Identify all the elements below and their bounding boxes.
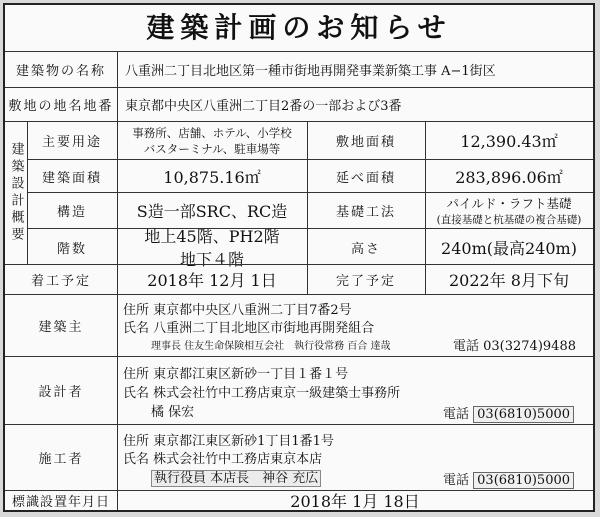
designer-row — [5, 356, 593, 424]
building-name-row — [5, 51, 593, 87]
designer-phone-label: 電話 — [443, 407, 470, 422]
finish-label: 完了予定 — [335, 274, 396, 289]
building-area-value: 10,875.16㎡ — [163, 167, 261, 187]
height-value: 240m(最高240m) — [441, 238, 577, 258]
building-name-value: 八重洲二丁目北地区第一種市街地再開発事業新築工事 A−1街区 — [125, 64, 496, 79]
schedule-row — [5, 264, 593, 294]
owner-representative: 理事長 住友生命保険相互会社 執行役常務 百合 達哉 — [151, 341, 391, 352]
use-value: 事務所、店舗、ホテル、小学校 バスターミナル、駐車場等 — [132, 125, 292, 156]
start-label: 着工予定 — [30, 274, 91, 289]
designer-phone — [443, 403, 574, 422]
sign-date-row — [5, 490, 593, 510]
sign-date-value: 2018年 1月 18日 — [290, 492, 420, 511]
owner-phone: 電話 03(3274)9488 — [453, 339, 576, 354]
contractor-phone-label: 電話 — [443, 473, 470, 488]
owner-row — [5, 294, 593, 356]
foundation-value: パイルド・ラフト基礎 (直接基礎と杭基礎の複合基礎) — [436, 196, 582, 226]
designer-phone-number: 03(6810)5000 — [473, 406, 574, 423]
site-location-row — [5, 87, 593, 121]
overview-row-area — [27, 159, 593, 192]
overview-group-label: 建築設計概要 — [8, 142, 24, 244]
contractor-label: 施工者 — [38, 452, 84, 467]
site-location-label: 敷地の地名地番 — [8, 99, 114, 114]
floors-label: 階数 — [56, 241, 87, 257]
foundation-label: 基礎工法 — [335, 205, 396, 220]
owner-name: 氏名 八重洲二丁目北地区市街地再開発組合 — [123, 321, 375, 336]
site-location-value: 東京都中央区八重洲二丁目2番の一部および3番 — [125, 99, 402, 114]
contractor-person: 執行役員 本店長 神谷 充広 — [151, 467, 321, 486]
designer-address: 住所 東京都江東区新砂一丁目１番１号 — [123, 367, 349, 382]
building-name-label: 建築物の名称 — [15, 64, 106, 79]
designer-label: 設計者 — [38, 385, 84, 400]
contractor-row — [5, 424, 593, 490]
site-area-value: 12,390.43㎡ — [460, 132, 558, 151]
contractor-address: 住所 東京都江東区新砂1丁目1番1号 — [123, 434, 334, 449]
floor-area-value: 283,896.06㎡ — [455, 167, 563, 187]
finish-value: 2022年 8月下旬 — [449, 271, 569, 290]
designer-name: 氏名 株式会社竹中工務店東京一級建築士事務所 — [123, 386, 401, 401]
owner-address: 住所 東京都中央区八重洲二丁目7番2号 — [123, 303, 352, 318]
contractor-name: 氏名 株式会社竹中工務店東京本店 — [123, 452, 323, 467]
overview-row-structure — [27, 192, 593, 228]
floor-area-label: 延べ面積 — [335, 170, 396, 186]
design-overview — [5, 121, 593, 269]
structure-value: S造一部SRC、RC造 — [136, 202, 288, 221]
use-label: 主要用途 — [41, 135, 102, 150]
start-value: 2018年 12月 1日 — [147, 271, 277, 290]
overview-row-use — [27, 122, 593, 159]
floors-value: 地上45階、PH2階 地下４階 — [144, 227, 280, 269]
building-area-label: 建築面積 — [41, 170, 102, 186]
sign-date-label: 標識設置年月日 — [11, 495, 110, 510]
owner-label: 建築主 — [38, 320, 84, 335]
contractor-phone-number: 03(6810)5000 — [473, 472, 574, 489]
page-title: 建築計画のお知らせ — [146, 11, 452, 44]
height-label: 高さ — [350, 241, 381, 257]
overview-row-floors — [27, 227, 593, 269]
structure-label: 構造 — [56, 205, 87, 220]
contractor-phone — [443, 469, 574, 488]
designer-person: 橘 保宏 — [151, 405, 195, 420]
site-area-label: 敷地面積 — [335, 135, 396, 150]
notice-board — [3, 3, 595, 512]
